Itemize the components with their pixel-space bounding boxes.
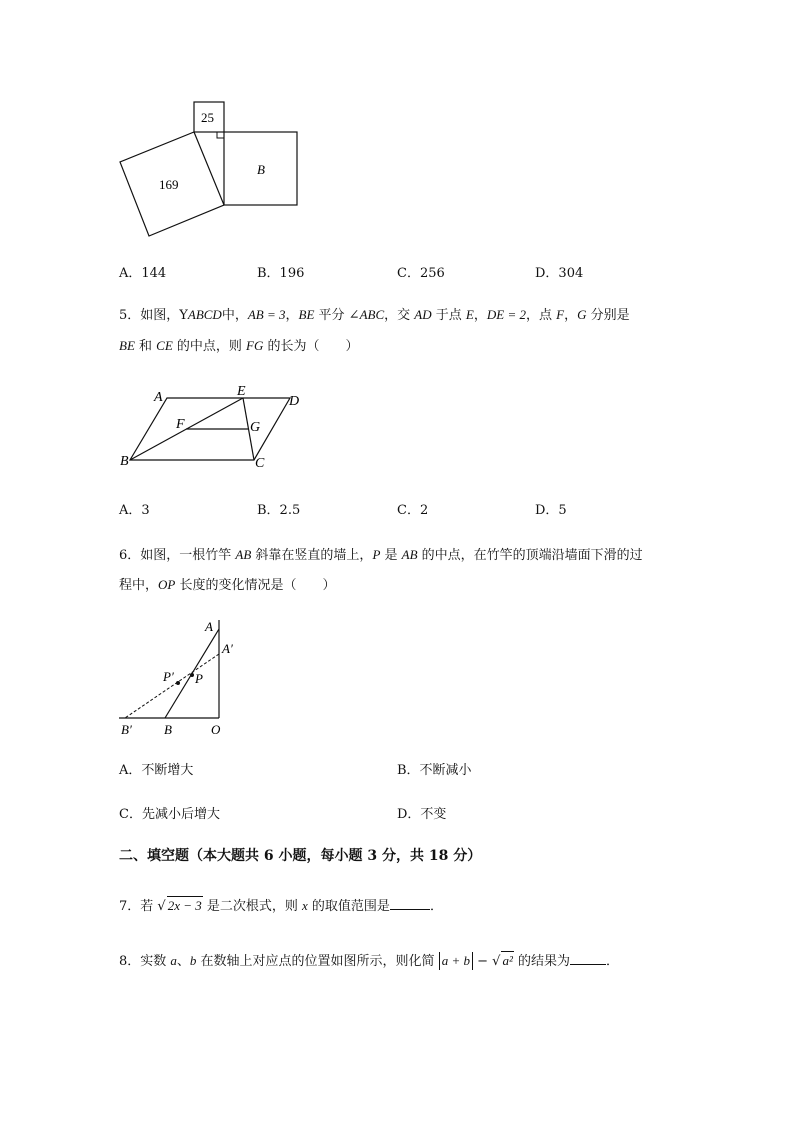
parallelogram-figure: [115, 378, 315, 473]
label-b: B: [257, 162, 265, 177]
point-b-label: B: [120, 454, 129, 469]
pole-ab-prime: [125, 654, 219, 718]
section-heading: 二、填空题（本大题共 6 小题，每小题 3 分，共 18 分）: [119, 848, 482, 864]
q8-line: 8．实数 a、b 在数轴上对应点的位置如图所示，则化简 a + b − √ a² 的结果为 ．: [119, 953, 619, 969]
right-angle-mark: [217, 132, 224, 138]
point-p-label: P: [195, 671, 203, 686]
point-p: [190, 673, 194, 677]
point-b-prime-label: B′: [121, 722, 132, 737]
point-g-label: G: [250, 420, 261, 435]
label-169: 169: [159, 177, 179, 192]
point-p-prime: [176, 681, 180, 685]
q8-answer-blank[interactable]: [570, 952, 606, 965]
point-p-prime-label: P′: [163, 669, 174, 684]
q6-line1: 6．如图，一根竹竿 AB 斜靠在竖直的墙上，P 是 AB 的中点，在竹竿的顶端沿墙面下滑的过: [119, 547, 643, 563]
q4-option-d: D．304: [535, 266, 584, 281]
point-f-label: F: [176, 417, 185, 432]
q5-option-b: B．2.5: [257, 503, 301, 518]
point-a-label: A: [154, 390, 163, 405]
squares-figure: [110, 95, 310, 245]
ladder-figure: [115, 612, 245, 740]
q6-option-d: D．不变: [397, 807, 447, 822]
point-a-prime-label: A′: [222, 641, 233, 656]
point-o-label: O: [211, 722, 221, 737]
q5-line1: 5．如图，YABCD中，AB = 3，BE 平分 ∠ABC，交 AD 于点 E，DE = 2，点 F，G 分别是: [119, 307, 630, 323]
q5-option-a: A．3: [119, 503, 150, 518]
q5-option-c: C．2: [397, 503, 429, 518]
q5-option-d: D．5: [535, 503, 567, 518]
q7-line: 7．若 √ 2x − 3 是二次根式，则 x 的取值范围是 ．: [119, 898, 443, 914]
point-c-label: C: [255, 456, 265, 471]
point-b-label: B: [164, 722, 172, 737]
q7-answer-blank[interactable]: [390, 897, 430, 910]
q6-option-b: B．不断减小: [397, 763, 472, 778]
q6-line2: 程中，OP 长度的变化情况是（ ）: [119, 577, 336, 593]
q6-option-a: A．不断增大: [119, 763, 194, 778]
q4-option-a: A．144: [119, 266, 167, 281]
label-25: 25: [201, 110, 214, 125]
q4-option-b: B．196: [257, 266, 305, 281]
q4-option-c: C．256: [397, 266, 445, 281]
point-a-label: A: [205, 619, 213, 634]
point-d-label: D: [289, 394, 300, 409]
q5-line2: BE 和 CE 的中点，则 FG 的长为（ ）: [119, 338, 359, 354]
point-e-label: E: [237, 384, 246, 399]
q6-option-c: C．先减小后增大: [119, 807, 220, 822]
